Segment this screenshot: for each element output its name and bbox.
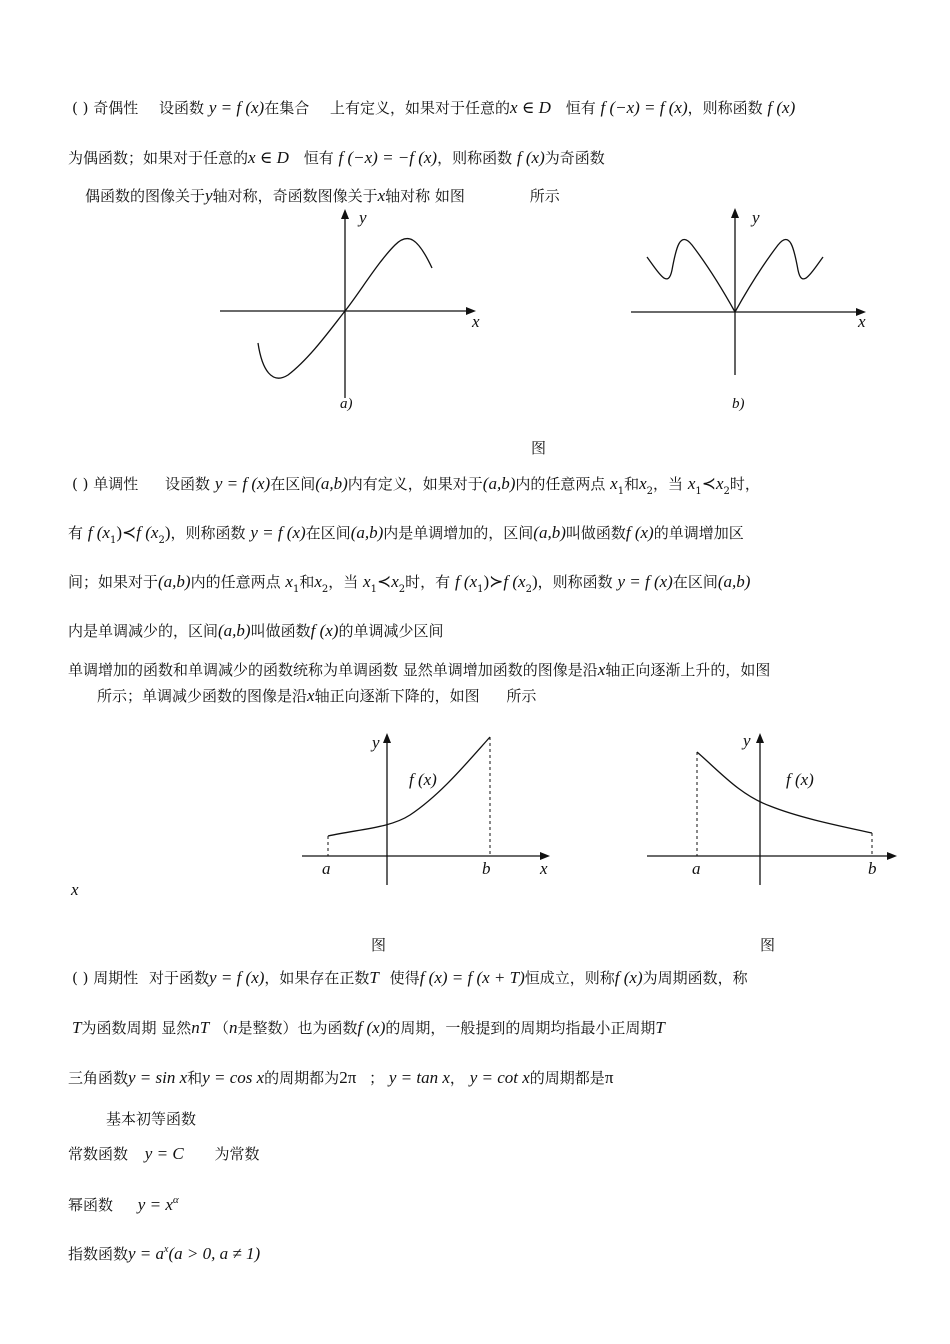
graph-a-label: a)	[340, 396, 353, 412]
mono-line-2: 有 f $(x_1)≺f$ $(x_2)$，则称函数 y = f (x)在区间(a,b)内是单调增加的，区间(a,b)叫做函数f (x)的单调增加区	[68, 523, 744, 546]
svg-text:b: b	[482, 859, 491, 878]
decreasing-curve	[697, 752, 872, 833]
graph-b-x-label: x	[858, 312, 866, 331]
graph-a-x-label: x	[472, 312, 480, 331]
exp-function-line: 指数函数$y = a^x(a > 0$, a ≠ 1)	[68, 1244, 261, 1263]
svg-text:y: y	[743, 731, 751, 750]
svg-text:f (x): f (x)	[409, 770, 437, 789]
stray-x-symbol: x	[71, 880, 79, 899]
increasing-figure-caption: 图	[371, 936, 387, 954]
period-label: ( ) 周期性	[72, 969, 139, 987]
elementary-title: 基本初等函数	[106, 1110, 197, 1128]
mono-line-5: 单调增加的函数和单调减少的函数统称为单调函数 显然单调增加函数的图像是沿x轴正向逐渐上升的，如图	[68, 660, 771, 679]
parity-figure-caption: 图	[531, 439, 547, 457]
svg-text:f (x): f (x)	[786, 770, 814, 789]
period-line-2: T为函数周期 显然nT （n是整数）也为函数f (x)的周期，一般提到的周期均指最小正周期T	[72, 1018, 665, 1037]
period-line-3: 三角函数y = sin x和y = cos x的周期都为2π ； y = tan x， y = cot x的周期都是π	[68, 1068, 614, 1087]
svg-text:a: a	[322, 859, 331, 878]
svg-text:a: a	[692, 859, 701, 878]
parity-label: ( ) 奇偶性	[72, 99, 139, 117]
parity-line-2: 为偶函数；如果对于任意的x ∈ D 恒有 f (−x) = −f (x)，则称函数 f (x)为奇函数	[68, 148, 605, 167]
decreasing-figure-caption: 图	[760, 936, 776, 954]
mono-label: ( ) 单调性	[72, 475, 139, 493]
graph-b-label: b)	[732, 396, 745, 412]
graph-b-y-label: y	[752, 208, 760, 227]
svg-text:y: y	[372, 733, 380, 752]
parity-line-3: 偶函数的图像关于y轴对称，奇函数图像关于x轴对称 如图 所示	[85, 186, 560, 205]
period-line-1: ( ) 周期性 对于函数y = f (x)，如果存在正数T 使得f (x) = f (x + T)恒成立，则称f (x)为周期函数，称	[72, 968, 748, 987]
mono-line-6: 所示；单调减少函数的图像是沿x轴正向逐渐下降的，如图 所示	[97, 686, 537, 705]
parity-line-1: ( ) 奇偶性 设函数 y = f (x)在集合 上有定义，如果对于任意的x ∈ D 恒有 f (−x) = f (x)，则称函数 f (x)	[72, 98, 796, 117]
mono-line-3: 间；如果对于(a,b)内的任意两点 $x_1$和$x_2$，当 $x_1≺x_2$时，有 f $(x_1)≻f$ $(x_2)$，则称函数 y = f (x)在区间(a,b)	[68, 572, 751, 595]
mono-line-4: 内是单调减少的，区间(a,b)叫做函数f (x)的单调减少区间	[68, 621, 444, 640]
svg-text:x: x	[540, 859, 548, 878]
const-function-line: 常数函数 y = C 为常数	[68, 1144, 260, 1163]
svg-text:b: b	[868, 859, 877, 878]
power-function-line: 幂函数 $y = x^\alpha$	[68, 1194, 179, 1214]
graph-a-y-label: y	[359, 208, 367, 227]
mono-line-1: ( ) 单调性 设函数 y = f (x)在区间(a,b)内有定义，如果对于(a,b)内的任意两点 $x_1$和$x_2$，当 $x_1≺x_2$时，	[72, 474, 760, 497]
